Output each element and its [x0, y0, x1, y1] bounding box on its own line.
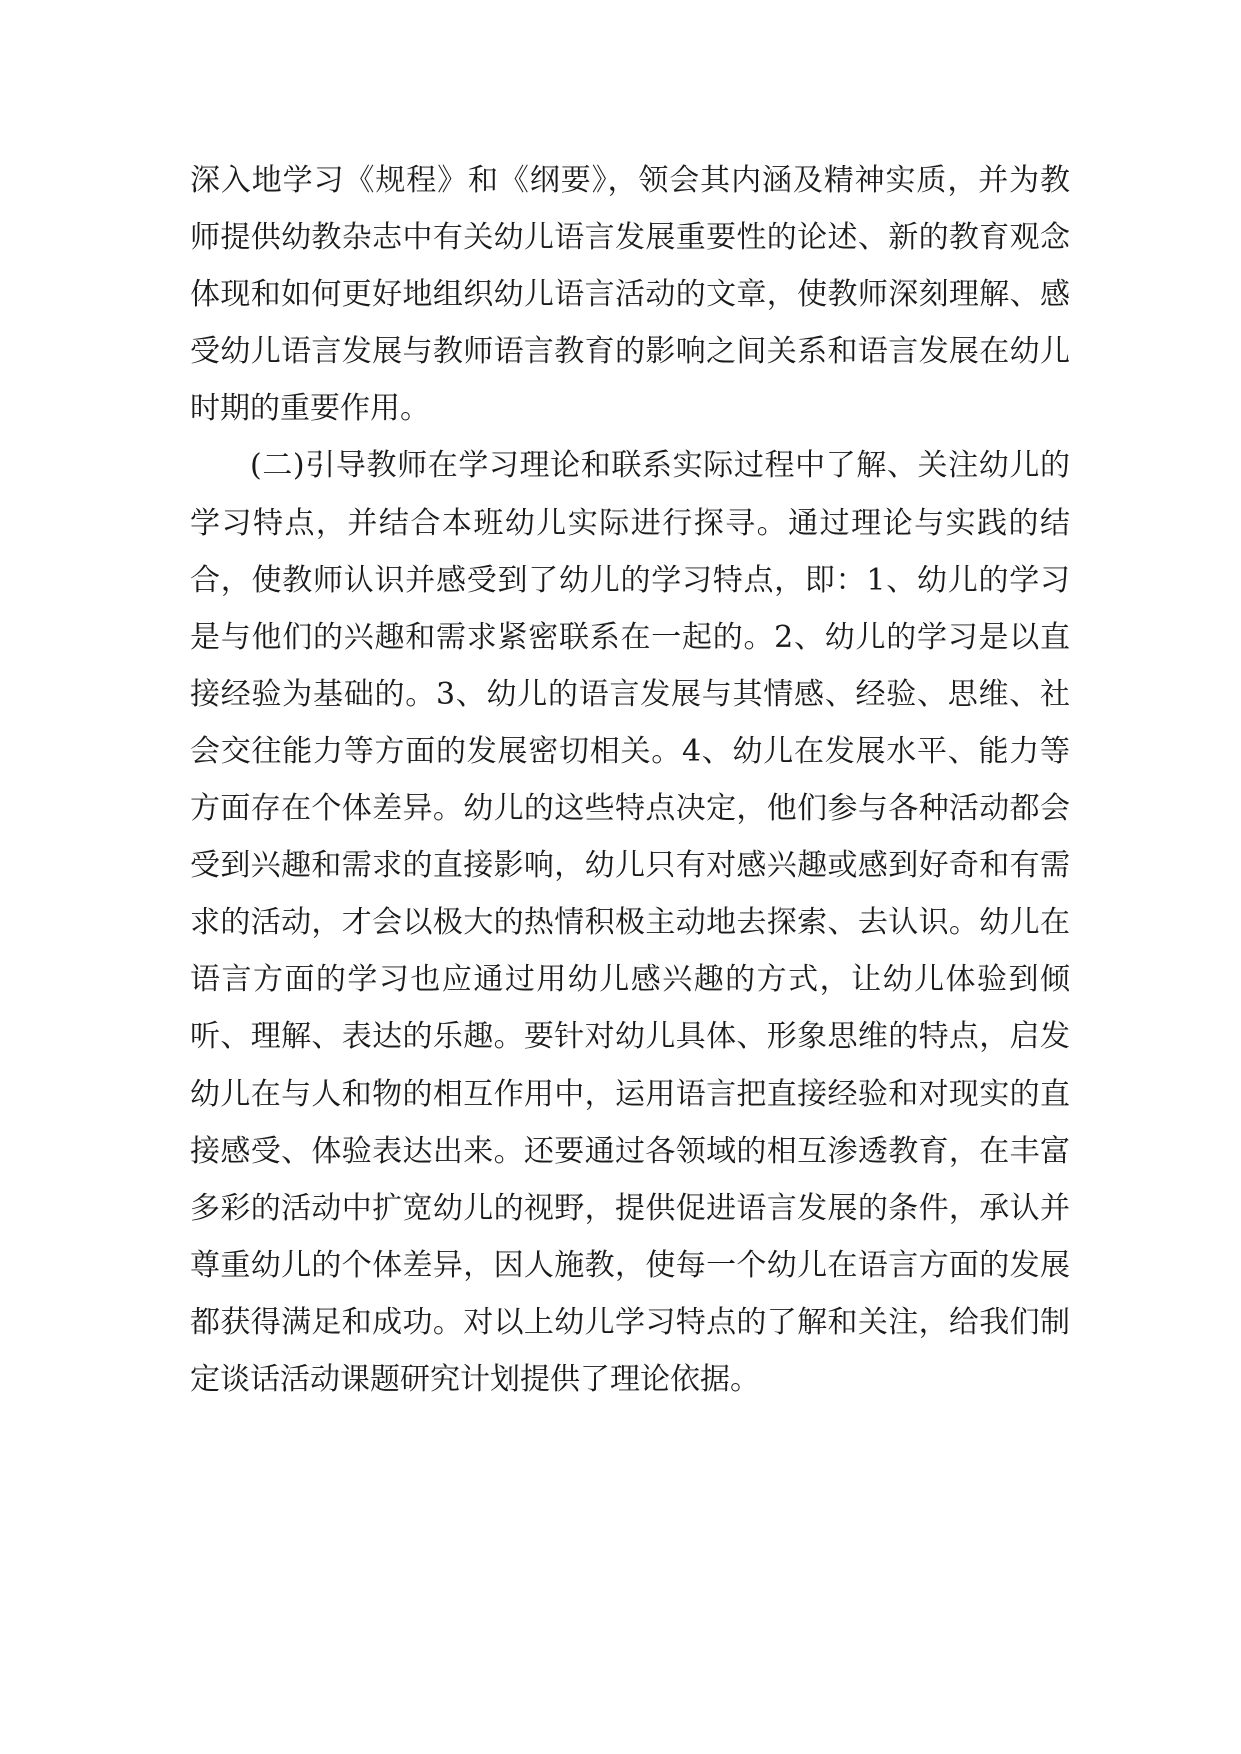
paragraph-section-2: (二)引导教师在学习理论和联系实际过程中了解、关注幼儿的学习特点，并结合本班幼儿实际进行探寻。通过理论与实践的结合，使教师认识并感受到了幼儿的学习特点，即：1、幼儿的学习是与他们的兴趣和需求紧密联系在一起的。2、幼儿的学习是以直接经验为基础的。3、幼儿的语言发展与其情感、经验、思维、社会交往能力等方面的发展密切相关。4、幼儿在发展水平、能力等方面存在个体差异。幼儿的这些特点决定，他们参与各种活动都会受到兴趣和需求的直接影响，幼儿只有对感兴趣或感到好奇和有需求的活动，才会以极大的热情积极主动地去探索、去认识。幼儿在语言方面的学习也应通过用幼儿感兴趣的方式，让幼儿体验到倾听、理解、表达的乐趣。要针对幼儿具体、形象思维的特点，启发幼儿在与人和物的相互作用中，运用语言把直接经验和对现实的直接感受、体验表达出来。还要通过各领域的相互渗透教育，在丰富多彩的活动中扩宽幼儿的视野，提供促进语言发展的条件，承认并尊重幼儿的个体差异，因人施教，使每一个幼儿在语言方面的发展都获得满足和成功。对以上幼儿学习特点的了解和关注，给我们制定谈话活动课题研究计划提供了理论依据。: [190, 448, 1070, 1397]
paragraph-continued: 深入地学习《规程》和《纲要》，领会其内涵及精神实质，并为教师提供幼教杂志中有关幼儿语言发展重要性的论述、新的教育观念体现和如何更好地组织幼儿语言活动的文章，使教师深刻理解、感受幼儿语言发展与教师语言教育的影响之间关系和语言发展在幼儿时期的重要作用。: [190, 163, 1070, 427]
body-text: [190, 152, 1070, 1408]
